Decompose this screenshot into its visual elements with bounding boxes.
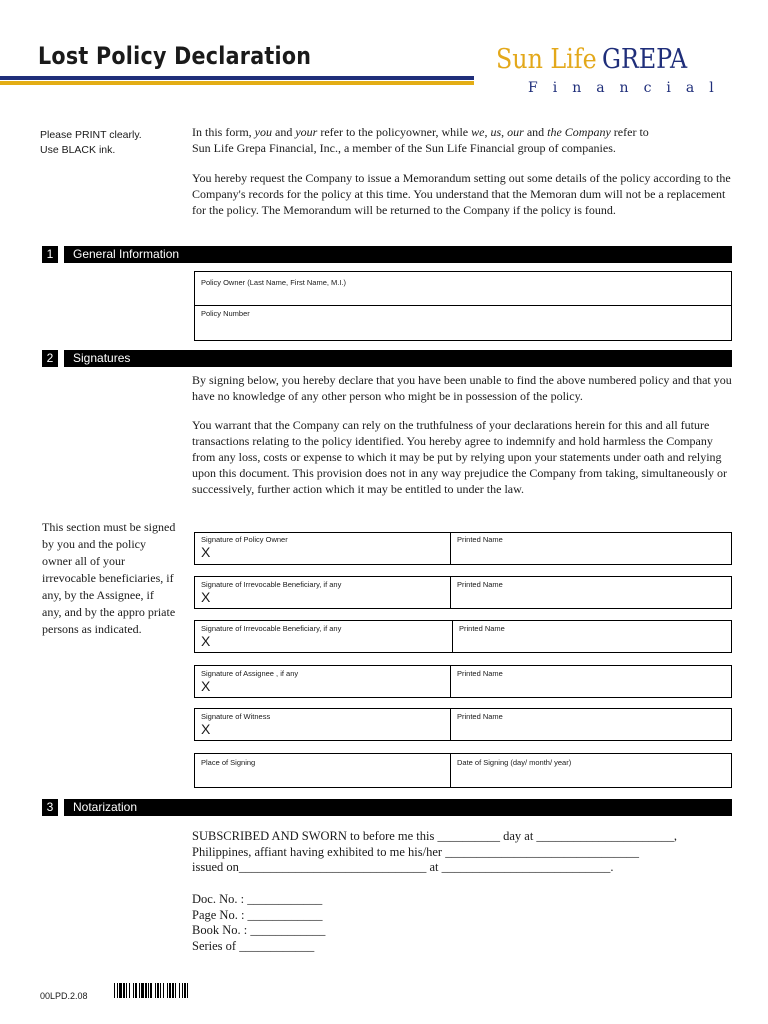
printed-name-field[interactable] <box>451 533 731 564</box>
intro-paragraph-1: In this form, you and your refer to the policyowner, while we, us, our and the Company refer to Sun Life Grepa Financial, Inc., a member of the Sun Life Financial group of companies. <box>192 125 649 155</box>
policy-owner-field[interactable] <box>195 272 731 305</box>
barcode <box>114 983 292 998</box>
header-rule-gold <box>0 81 474 85</box>
header-rule-blue <box>0 76 474 80</box>
section-1-title: General Information <box>64 246 732 263</box>
form-code: 00LPD.2.08 <box>40 991 88 1001</box>
general-info-box <box>194 271 732 341</box>
section-2-header <box>42 350 732 367</box>
print-instruction-line2: Use BLACK ink. <box>40 144 116 156</box>
place-of-signing-field[interactable] <box>195 754 450 787</box>
doc-no-line: Doc. No. : ____________ <box>192 892 323 906</box>
signature-x-mark: X <box>201 721 211 737</box>
signature-x-mark: X <box>201 544 211 560</box>
section-3-header <box>42 799 732 816</box>
section-2-number: 2 <box>42 350 58 367</box>
signature-field[interactable] <box>195 533 450 564</box>
policy-number-field[interactable] <box>195 306 731 340</box>
signature-label: Signature of Policy Owner <box>201 535 288 544</box>
notary-line-2: Philippines, affiant having exhibited to me his/her _______________________________ <box>192 844 639 859</box>
signature-x-mark: X <box>201 633 211 649</box>
printed-name-label: Printed Name <box>457 669 503 678</box>
signature-row-beneficiary-1 <box>194 576 732 609</box>
policy-owner-label: Policy Owner (Last Name, First Name, M.I.) <box>201 278 347 287</box>
signature-label: Signature of Assignee , if any <box>201 669 299 678</box>
printed-name-label: Printed Name <box>457 535 503 544</box>
signature-x-mark: X <box>201 589 211 605</box>
section-1-number: 1 <box>42 246 58 263</box>
notary-line-3: issued on______________________________ at ___________________________. <box>192 860 614 874</box>
page-no-line: Page No. : ____________ <box>192 907 323 922</box>
section-3-title: Notarization <box>64 799 732 816</box>
printed-name-field[interactable] <box>453 621 731 652</box>
signature-field[interactable] <box>195 621 452 652</box>
logo-sunlife-text: Sun Life <box>496 44 597 75</box>
printed-name-field[interactable] <box>451 577 731 608</box>
policy-number-label: Policy Number <box>201 309 250 318</box>
company-logo <box>496 44 687 75</box>
signature-row-policy-owner <box>194 532 732 565</box>
notarization-text <box>192 829 677 876</box>
page-title: Lost Policy Declaration <box>38 42 312 70</box>
signature-row-assignee <box>194 665 732 698</box>
signature-row-witness <box>194 708 732 741</box>
printed-name-field[interactable] <box>451 666 731 697</box>
logo-financial-text: Financial <box>528 80 729 96</box>
barcode-stripe <box>188 983 191 998</box>
place-of-signing-label: Place of Signing <box>201 758 256 767</box>
signature-x-mark: X <box>201 678 211 694</box>
notary-record-block <box>192 892 325 954</box>
logo-grepa-text: GREPA <box>601 44 688 75</box>
date-of-signing-field[interactable] <box>451 754 731 787</box>
section-3-number: 3 <box>42 799 58 816</box>
printed-name-field[interactable] <box>451 709 731 740</box>
printed-name-label: Printed Name <box>457 580 503 589</box>
signature-field[interactable] <box>195 577 450 608</box>
signature-side-note: This section must be signed by you and the policy owner all of your irrevocable beneficiaries, if any, by the Assignee, if any, and by the appro priate persons as indicated. <box>42 520 176 636</box>
signature-label: Signature of Witness <box>201 712 271 721</box>
signature-field[interactable] <box>195 709 450 740</box>
book-no-line: Book No. : ____________ <box>192 923 326 937</box>
date-of-signing-label: Date of Signing (day/ month/ year) <box>457 758 572 767</box>
print-instruction-line1: Please PRINT clearly. <box>40 129 142 141</box>
signatures-paragraph-2: You warrant that the Company can rely on the truthfulness of your declarations herein for this and all future transactions relating to the policy identified. You hereby agree to indemnify and hold harmless the Company from any loss, costs or expense to which it may be put by relying upon your statements under oath and relying upon this document. This provision does not in any way prejudice the Company from taking, simultaneously or successively, further action which it may be entitled to under the law. <box>192 418 728 496</box>
section-2-title: Signatures <box>64 350 732 367</box>
series-of-line: Series of ____________ <box>192 938 315 953</box>
printed-name-label: Printed Name <box>457 712 503 721</box>
signature-label: Signature of Irrevocable Beneficiary, if any <box>201 580 342 589</box>
print-instruction <box>40 128 142 158</box>
signatures-paragraph-1: By signing below, you hereby declare that you have been unable to find the above numbered policy and that you have no knowledge of any other person who might be in possession of the policy. <box>192 373 732 403</box>
intro-paragraph-2: You hereby request the Company to issue a Memorandum setting out some details of the policy according to the Company's records for the policy at this time. You understand that the Memoran dum will not be a replacement for the policy. The Memorandum will be returned to the Company if the policy is found. <box>192 171 731 217</box>
signature-row-beneficiary-2 <box>194 620 732 653</box>
signature-label: Signature of Irrevocable Beneficiary, if any <box>201 624 342 633</box>
notary-line-1: SUBSCRIBED AND SWORN to before me this __________ day at ______________________, <box>192 829 678 843</box>
signature-row-place-date <box>194 753 732 788</box>
signature-field[interactable] <box>195 666 450 697</box>
printed-name-label: Printed Name <box>459 624 505 633</box>
section-1-header <box>42 246 732 263</box>
